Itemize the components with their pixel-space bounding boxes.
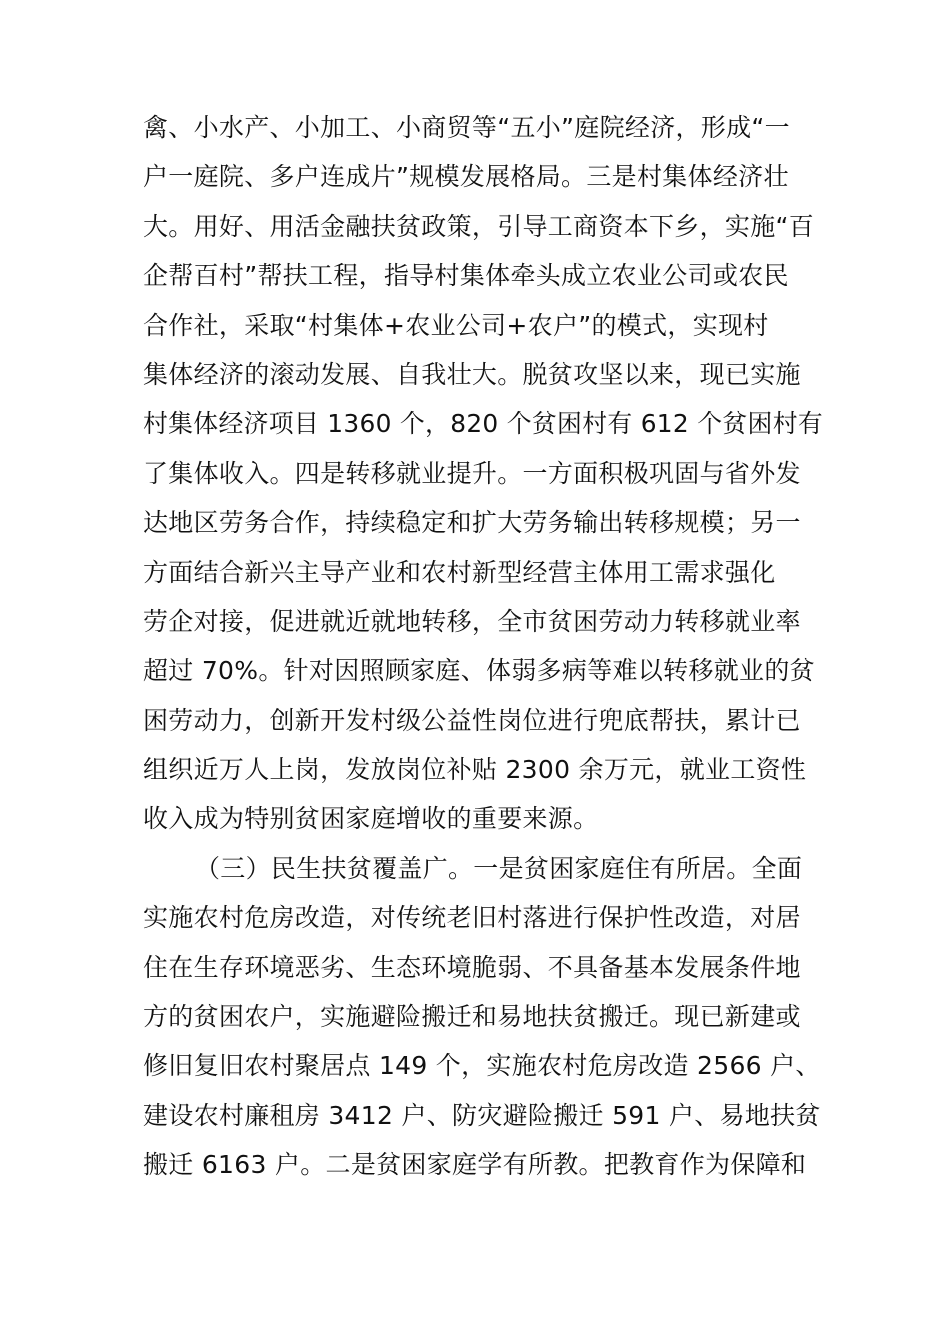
- text-line: 达地区劳务合作，持续稳定和扩大劳务输出转移规模；另一: [143, 508, 801, 538]
- text-line: 集体经济的滚动发展、自我壮大。脱贫攻坚以来，现已实施: [143, 359, 801, 389]
- text-line: 方面结合新兴主导产业和农村新型经营主体用工需求强化: [143, 557, 776, 587]
- text-line: 劳企对接，促进就近就地转移，全市贫困劳动力转移就业率: [143, 606, 801, 636]
- text-line: 村集体经济项目 1360 个，820 个贫困村有 612 个贫困村有: [143, 409, 823, 439]
- body-text: [143, 103, 823, 1190]
- text-line: 建设农村廉租房 3412 户、防灾避险搬迁 591 户、易地扶贫: [143, 1100, 821, 1130]
- text-line: 困劳动力，创新开发村级公益性岗位进行兜底帮扶，累计已: [143, 705, 801, 735]
- text-line: 禽、小水产、小加工、小商贸等“五小”庭院经济，形成“一: [143, 113, 790, 142]
- text-line: 搬迁 6163 户。二是贫困家庭学有所教。把教育作为保障和: [143, 1150, 807, 1180]
- text-line: 大。用好、用活金融扶贫政策，引导工商资本下乡，实施“百: [143, 211, 815, 241]
- text-line: 户一庭院、多户连成片”规模发展格局。三是村集体经济壮: [143, 162, 789, 192]
- text-line: 实施农村危房改造，对传统老旧村落进行保护性改造，对居: [143, 903, 801, 933]
- text-line: 住在生存环境恶劣、生态环境脆弱、不具备基本发展条件地: [143, 952, 801, 982]
- text-line: 收入成为特别贫困家庭增收的重要来源。: [143, 804, 599, 834]
- text-line: 企帮百村”帮扶工程，指导村集体牵头成立农业公司或农民: [143, 261, 789, 291]
- text-line: 合作社，采取“村集体+农业公司+农户”的模式，实现村: [143, 310, 769, 340]
- text-line: 组织近万人上岗，发放岗位补贴 2300 余万元，就业工资性: [143, 755, 807, 785]
- text-line: 修旧复旧农村聚居点 149 个，实施农村危房改造 2566 户、: [143, 1051, 821, 1081]
- text-line: 方的贫困农户，实施避险搬迁和易地扶贫搬迁。现已新建或: [143, 1002, 801, 1032]
- section-heading-line: （三）民生扶贫覆盖广。一是贫困家庭住有所居。全面: [195, 853, 803, 883]
- text-line: 了集体收入。四是转移就业提升。一方面积极巩固与省外发: [143, 458, 801, 488]
- text-line: 超过 70%。针对因照顾家庭、体弱多病等难以转移就业的贫: [143, 656, 815, 686]
